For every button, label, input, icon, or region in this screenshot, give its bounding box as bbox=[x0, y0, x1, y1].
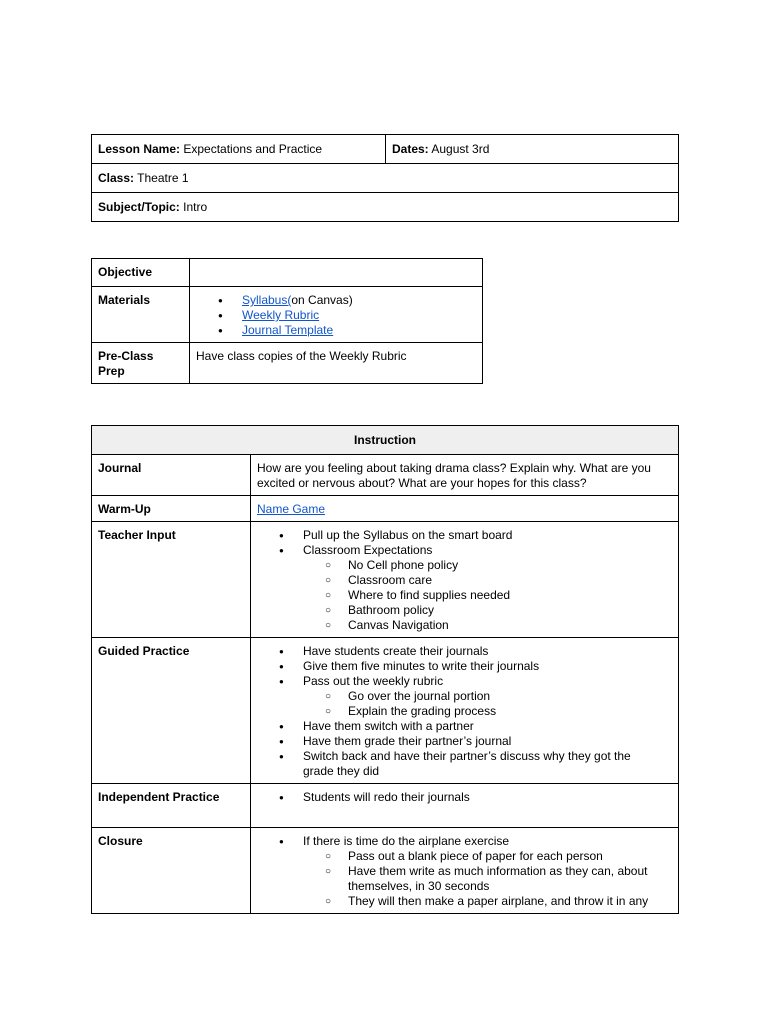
sublist-item-line-2: themselves, in 30 seconds bbox=[348, 879, 490, 893]
journal-line-2: excited or nervous about? What are your hopes for this class? bbox=[257, 476, 587, 490]
independent-practice-list bbox=[257, 790, 672, 805]
sublist-item-line-1: Have them write as much information as they can, about bbox=[348, 864, 648, 878]
independent-practice-label: Independent Practice bbox=[92, 784, 251, 828]
sublist-item: ○ Explain the grading process bbox=[257, 704, 672, 719]
teacher-input-label: Teacher Input bbox=[92, 522, 251, 638]
class-cell bbox=[92, 164, 679, 193]
list-item bbox=[196, 323, 476, 338]
rubric-sublist bbox=[303, 689, 672, 719]
list-item bbox=[257, 543, 672, 633]
objective-value bbox=[190, 259, 483, 287]
sublist-item: ○ Bathroom policy bbox=[257, 603, 672, 618]
expectations-sublist bbox=[303, 558, 672, 633]
closure-label: Closure bbox=[92, 828, 251, 914]
class-label: Class: bbox=[98, 171, 135, 185]
preclass-label bbox=[92, 343, 190, 384]
sublist-item: ○ No Cell phone policy bbox=[257, 558, 672, 573]
subject-cell bbox=[92, 193, 679, 222]
objective-label: Objective bbox=[92, 259, 190, 287]
list-item-text: Pass out the weekly rubric bbox=[303, 674, 444, 688]
list-item bbox=[196, 308, 476, 323]
lesson-name-label: Lesson Name: bbox=[98, 142, 181, 156]
guided-practice-label: Guided Practice bbox=[92, 638, 251, 784]
preclass-value: Have class copies of the Weekly Rubric bbox=[190, 343, 483, 384]
closure-cell bbox=[251, 828, 679, 914]
sublist-item: ○ Go over the journal portion bbox=[257, 689, 672, 704]
airplane-sublist bbox=[303, 849, 672, 909]
lesson-header-table bbox=[91, 134, 679, 222]
instruction-table bbox=[91, 425, 679, 914]
list-item bbox=[257, 674, 672, 719]
sublist-item: ○ They will then make a paper airplane, and throw it in any bbox=[257, 894, 672, 909]
teacher-input-cell bbox=[251, 522, 679, 638]
lesson-name-value: Expectations and Practice bbox=[180, 142, 323, 156]
preclass-label-line-2: Prep bbox=[98, 364, 125, 378]
independent-practice-cell bbox=[251, 784, 679, 828]
sublist-item: ○ Canvas Navigation bbox=[257, 618, 672, 633]
sublist-item: ○ Pass out a blank piece of paper for each person bbox=[257, 849, 672, 864]
warmup-cell bbox=[251, 496, 679, 522]
lesson-name-cell bbox=[92, 135, 386, 164]
syllabus-note: on Canvas) bbox=[291, 293, 353, 307]
materials-list bbox=[196, 293, 476, 338]
list-item-text: If there is time do the airplane exercise bbox=[303, 834, 510, 848]
journal-line-1: How are you feeling about taking drama class? Explain why. What are you bbox=[257, 461, 651, 475]
materials-cell bbox=[190, 287, 483, 343]
warmup-label: Warm-Up bbox=[92, 496, 251, 522]
subject-value: Intro bbox=[179, 200, 208, 214]
list-item: ● Students will redo their journals bbox=[257, 790, 672, 805]
preclass-label-line-1: Pre-Class bbox=[98, 349, 154, 363]
list-item bbox=[257, 749, 672, 779]
list-item: ● Have them grade their partner’s journal bbox=[257, 734, 672, 749]
list-item bbox=[196, 293, 476, 308]
list-item: ● Give them five minutes to write their journals bbox=[257, 659, 672, 674]
sublist-item: ○ Classroom care bbox=[257, 573, 672, 588]
class-value: Theatre 1 bbox=[134, 171, 189, 185]
name-game-link[interactable]: Name Game bbox=[257, 502, 326, 516]
guided-practice-list bbox=[257, 644, 672, 779]
teacher-input-list bbox=[257, 528, 672, 633]
weekly-rubric-link[interactable]: Weekly Rubric bbox=[242, 308, 320, 322]
subject-label: Subject/Topic: bbox=[98, 200, 180, 214]
sublist-item bbox=[257, 864, 672, 894]
list-item-line-1: Switch back and have their partner’s discuss why they got the bbox=[303, 749, 631, 763]
dates-value: August 3rd bbox=[428, 142, 490, 156]
list-item: ● Pull up the Syllabus on the smart board bbox=[257, 528, 672, 543]
dates-cell bbox=[386, 135, 679, 164]
journal-cell bbox=[251, 455, 679, 496]
syllabus-link[interactable]: Syllabus( bbox=[242, 293, 292, 307]
prep-table bbox=[91, 258, 483, 384]
journal-label: Journal bbox=[92, 455, 251, 496]
instruction-title: Instruction bbox=[92, 426, 679, 455]
dates-label: Dates: bbox=[392, 142, 429, 156]
list-item: ● Have them switch with a partner bbox=[257, 719, 672, 734]
journal-template-link[interactable]: Journal Template bbox=[242, 323, 334, 337]
sublist-item: ○ Where to find supplies needed bbox=[257, 588, 672, 603]
list-item-text: Classroom Expectations bbox=[303, 543, 433, 557]
list-item-line-2: grade they did bbox=[303, 764, 380, 778]
list-item bbox=[257, 834, 672, 909]
guided-practice-cell bbox=[251, 638, 679, 784]
materials-label: Materials bbox=[92, 287, 190, 343]
closure-list bbox=[257, 834, 672, 909]
list-item: ● Have students create their journals bbox=[257, 644, 672, 659]
